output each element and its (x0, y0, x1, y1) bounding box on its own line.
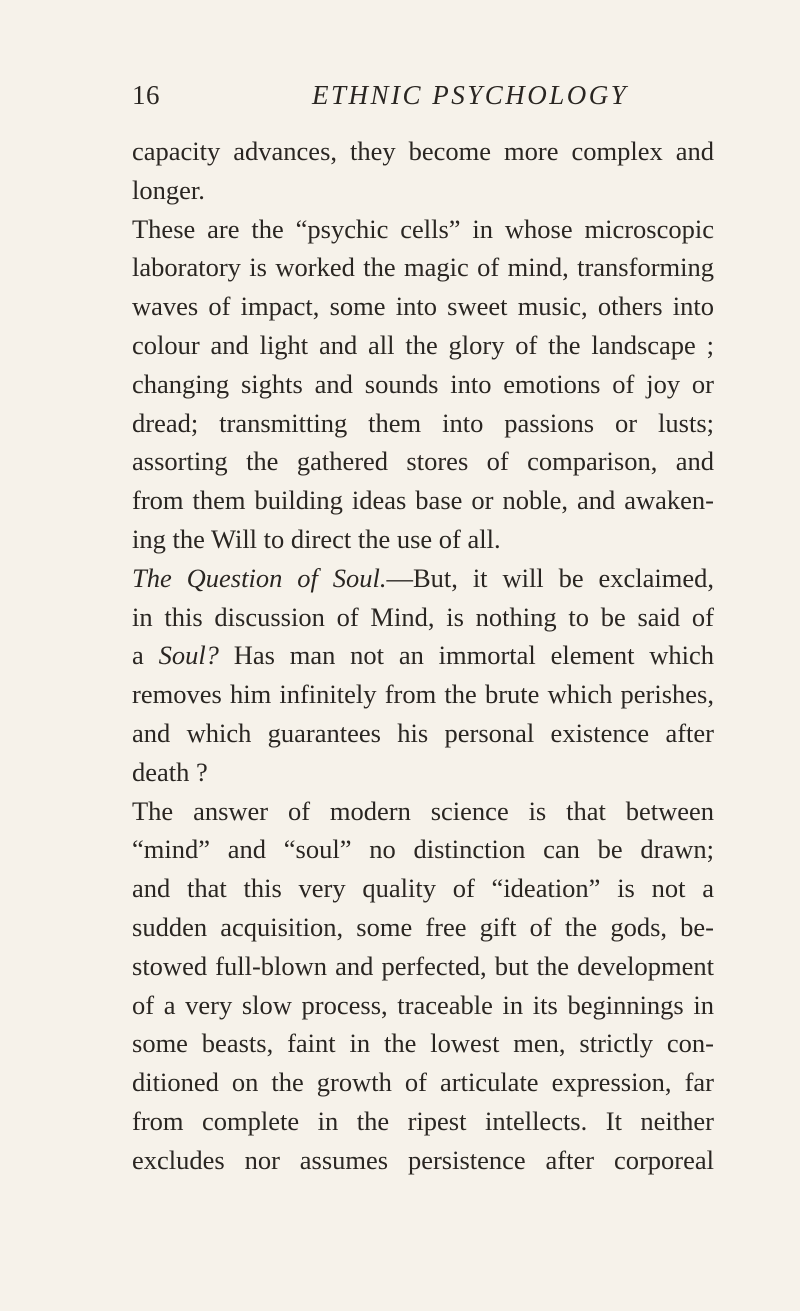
text-line: laboratory is worked the magic of mind, transforming (132, 252, 714, 283)
text-line: from complete in the ripest intellects. It neither (132, 1105, 714, 1136)
text-line (132, 636, 714, 675)
text-line: ditioned on the growth of articulate expression, far (132, 1067, 714, 1098)
text-fragment: a (132, 640, 159, 671)
text-line: stowed full-blown and perfected, but the development (132, 950, 714, 981)
text-fragment: —But, it will be exclaimed, (386, 562, 714, 593)
text-line: capacity advances, they become more complex and (132, 136, 714, 166)
text-line: dread; transmitting them into passions or lusts; (132, 407, 714, 438)
text-line: These are the “psychic cells” in whose microscopic (132, 213, 714, 244)
running-title: ETHNIC PSYCHOLOGY (312, 80, 629, 110)
text-line: from them building ideas base or noble, and awaken- (132, 485, 714, 516)
text-line: some beasts, faint in the lowest men, strictly con- (132, 1028, 714, 1059)
text-line: death ? (132, 756, 208, 787)
text-line: colour and light and all the glory of the landscape ; (132, 329, 714, 360)
text-line: The answer of modern science is that between (132, 795, 714, 826)
section-heading: The Question of Soul. (132, 562, 387, 593)
text-line: waves of impact, some into sweet music, others into (132, 291, 714, 322)
text-line: ing the Will to direct the use of all. (132, 523, 501, 554)
italic-term: Soul? (158, 640, 219, 671)
text-line: and which guarantees his personal existence after (132, 717, 714, 748)
text-line: sudden acquisition, some free gift of the gods, be- (132, 911, 714, 942)
section-heading-line (132, 559, 714, 598)
body-text (132, 132, 714, 1180)
text-fragment: Has man not an immortal element which (218, 640, 714, 671)
text-line: assorting the gathered stores of comparison, and (132, 446, 714, 477)
text-line: of a very slow process, traceable in its beginnings in (132, 989, 714, 1020)
text-line: “mind” and “soul” no distinction can be drawn; (132, 834, 714, 865)
page-number: 16 (132, 80, 160, 110)
text-line: and that this very quality of “ideation” is not a (132, 873, 714, 904)
text-line: changing sights and sounds into emotions of joy or (132, 368, 714, 399)
text-line: longer. (132, 174, 205, 205)
text-line: excludes nor assumes persistence after corporeal (132, 1144, 714, 1175)
page-header (132, 80, 714, 120)
text-line: removes him infinitely from the brute which perishes, (132, 679, 714, 710)
text-line: in this discussion of Mind, is nothing to be said of (132, 601, 714, 632)
